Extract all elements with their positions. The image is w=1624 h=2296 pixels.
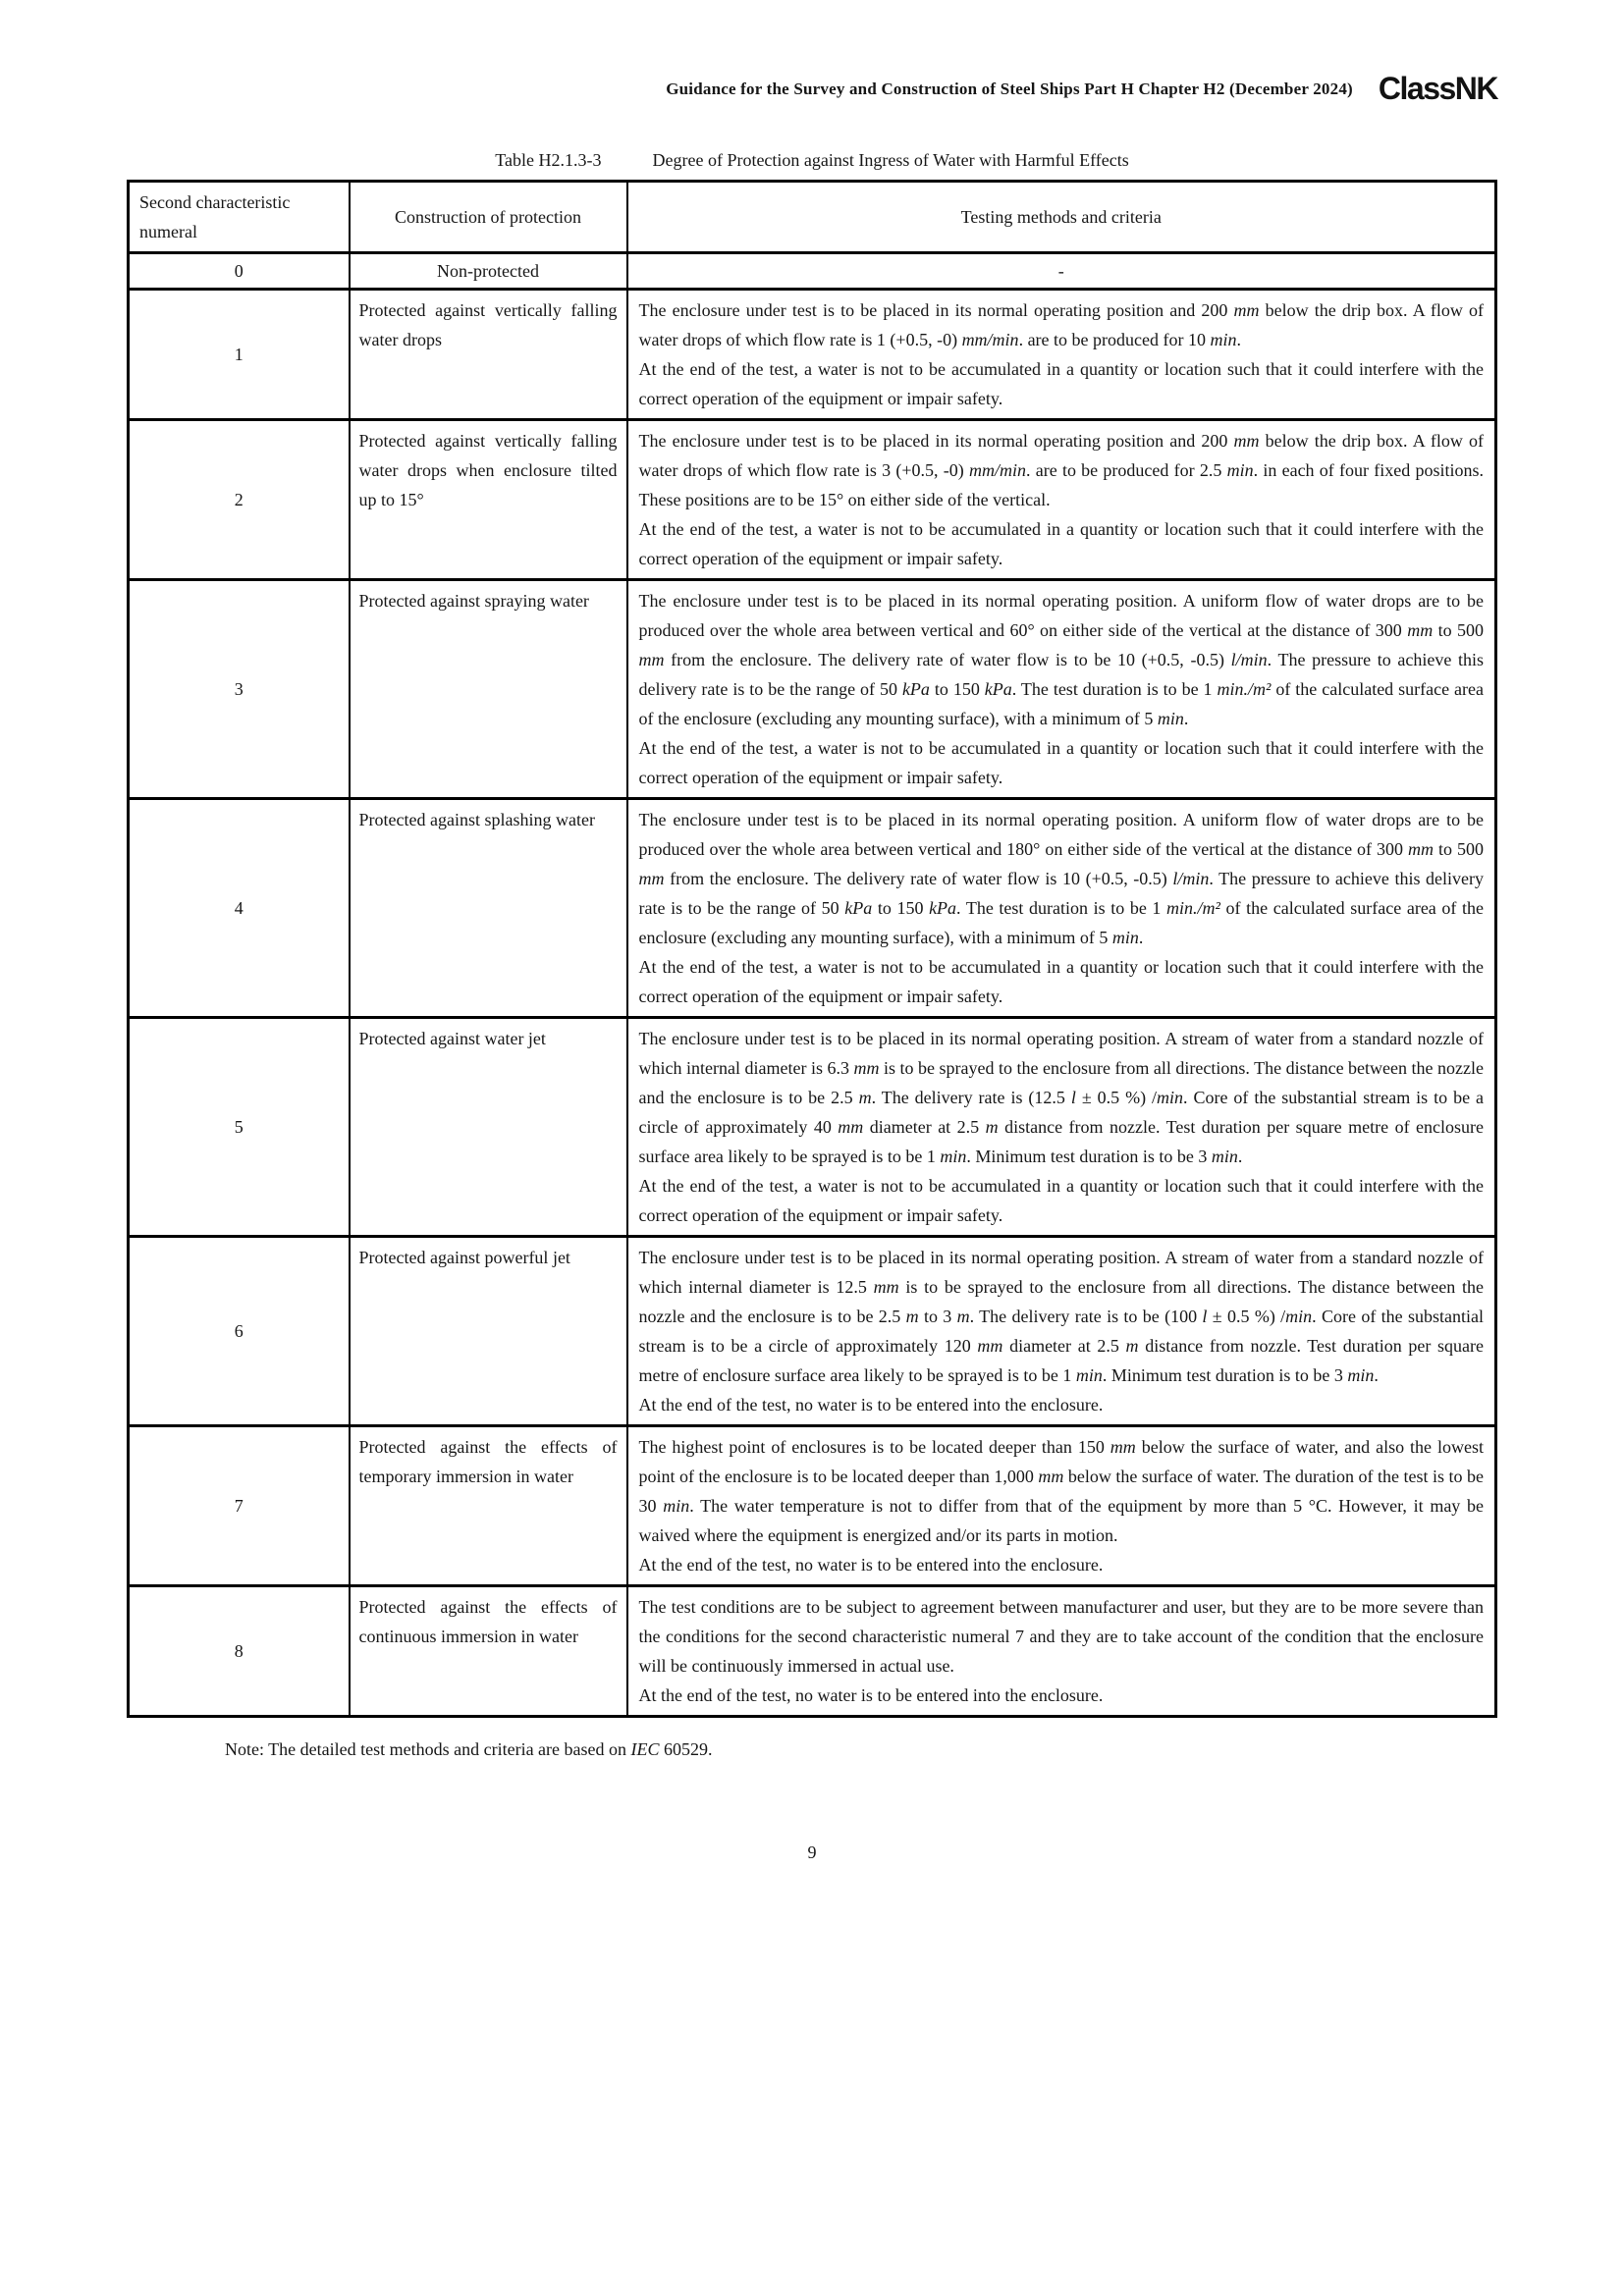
testing-paragraph: - — [1057, 261, 1064, 281]
numeral-cell: 7 — [129, 1426, 350, 1586]
construction-cell: Protected against vertically falling water drops when enclosure tilted up to 15° — [350, 420, 627, 580]
construction-cell: Protected against splashing water — [350, 799, 627, 1018]
construction-cell: Protected against powerful jet — [350, 1237, 627, 1426]
construction-cell: Protected against vertically falling water drops — [350, 290, 627, 420]
table-header-row — [129, 182, 1496, 253]
numeral-cell: 0 — [129, 253, 350, 290]
numeral-cell: 6 — [129, 1237, 350, 1426]
testing-paragraph: The enclosure under test is to be placed in its normal operating position. A uniform flow of water drops are to be produced over the whole area between vertical and 60° on either side of the vertical at the distance of 300 mm to 500 mm from the enclosure. The delivery rate of water flow is to be 10 (+0.5, -0.5) l/min. The pressure to achieve this delivery rate is to be the range of 50 kPa to 150 kPa. The test duration is to be 1 min./m² of the calculated surface area of the enclosure (excluding any mounting surface), with a minimum of 5 min. — [638, 591, 1485, 728]
table-row — [129, 1018, 1496, 1237]
testing-paragraph: The enclosure under test is to be placed in its normal operating position. A uniform flow of water drops are to be produced over the whole area between vertical and 180° on either side of the vertical at the distance of 300 mm to 500 mm from the enclosure. The delivery rate of water flow is 10 (+0.5, -0.5) l/min. The pressure to achieve this delivery rate is to be the range of 50 kPa to 150 kPa. The test duration is to be 1 min./m² of the calculated surface area of the enclosure (excluding any mounting surface), with a minimum of 5 min. — [638, 810, 1485, 947]
running-header-text: Guidance for the Survey and Construction of Steel Ships Part H Chapter H2 (December 2024) — [666, 79, 1353, 98]
numeral-cell: 2 — [129, 420, 350, 580]
testing-cell — [627, 290, 1496, 420]
protection-table — [127, 180, 1497, 1718]
construction-cell: Non-protected — [350, 253, 627, 290]
testing-cell — [627, 1426, 1496, 1586]
testing-paragraph: The enclosure under test is to be placed in its normal operating position and 200 mm below the drip box. A flow of water drops of which flow rate is 3 (+0.5, -0) mm/min. are to be produced for 2.5 min. in each of four fixed positions. These positions are to be 15° on either side of the vertical. — [638, 431, 1485, 509]
numeral-cell: 4 — [129, 799, 350, 1018]
classnk-logo: ClassNK — [1378, 71, 1497, 106]
construction-cell: Protected against the effects of continuous immersion in water — [350, 1586, 627, 1717]
table-caption-label: Table H2.1.3-3 — [495, 150, 602, 170]
testing-paragraph: The highest point of enclosures is to be located deeper than 150 mm below the surface of water, and also the lowest point of the enclosure is to be located deeper than 1,000 mm below the surface of water. The duration of the test is to be 30 min. The water temperature is not to differ from that of the equipment by more than 5 °C. However, it may be waived where the equipment is energized and/or its parts in motion. — [638, 1437, 1485, 1545]
table-caption-title: Degree of Protection against Ingress of Water with Harmful Effects — [652, 150, 1129, 170]
header-testing-methods-and-criteria: Testing methods and criteria — [627, 182, 1496, 253]
table-row — [129, 799, 1496, 1018]
table-row — [129, 290, 1496, 420]
testing-paragraph: The enclosure under test is to be placed in its normal operating position and 200 mm below the drip box. A flow of water drops of which flow rate is 1 (+0.5, -0) mm/min. are to be produced for 10 min. — [638, 300, 1484, 349]
page-header — [127, 0, 1497, 107]
testing-paragraph: At the end of the test, a water is not to be accumulated in a quantity or location such that it could interfere with the correct operation of the equipment or impair safety. — [638, 519, 1484, 568]
table-caption — [127, 150, 1497, 171]
testing-paragraph: At the end of the test, no water is to be entered into the enclosure. — [638, 1555, 1104, 1575]
table-row — [129, 253, 1496, 290]
table-note: Note: The detailed test methods and criteria are based on IEC 60529. — [225, 1739, 713, 1759]
testing-paragraph: At the end of the test, a water is not to be accumulated in a quantity or location such that it could interfere with the correct operation of the equipment or impair safety. — [638, 1176, 1484, 1225]
construction-cell: Protected against the effects of temporary immersion in water — [350, 1426, 627, 1586]
numeral-cell: 3 — [129, 580, 350, 799]
table-body — [129, 253, 1496, 1717]
construction-cell: Protected against spraying water — [350, 580, 627, 799]
table-row — [129, 580, 1496, 799]
page-number: 9 — [807, 1842, 817, 1862]
testing-paragraph: The enclosure under test is to be placed in its normal operating position. A stream of water from a standard nozzle of which internal diameter is 12.5 mm is to be sprayed to the enclosure from all directions. The distance between the nozzle and the enclosure is to be 2.5 m to 3 m. The delivery rate is to be (100 l ± 0.5 %) /min. Core of the substantial stream is to be a circle of approximately 120 mm diameter at 2.5 m distance from nozzle. Test duration per square metre of enclosure surface area likely to be sprayed is to be 1 min. Minimum test duration is to be 3 min. — [638, 1248, 1484, 1385]
testing-paragraph: The enclosure under test is to be placed in its normal operating position. A stream of water from a standard nozzle of which internal diameter is 6.3 mm is to be sprayed to the enclosure from all directions. The distance between the nozzle and the enclosure is to be 2.5 m. The delivery rate is (12.5 l ± 0.5 %) /min. Core of the substantial stream is to be a circle of approximately 40 mm diameter at 2.5 m distance from nozzle. Test duration per square metre of enclosure surface area likely to be sprayed is to be 1 min. Minimum test duration is to be 3 min. — [638, 1029, 1484, 1166]
numeral-cell: 1 — [129, 290, 350, 420]
testing-paragraph: At the end of the test, a water is not to be accumulated in a quantity or location such that it could interfere with the correct operation of the equipment or impair safety. — [638, 738, 1484, 787]
numeral-cell: 5 — [129, 1018, 350, 1237]
table-row — [129, 1426, 1496, 1586]
testing-paragraph: The test conditions are to be subject to agreement between manufacturer and user, but they are to be more severe than the conditions for the second characteristic numeral 7 and they are to take account of the condition that the enclosure will be continuously immersed in actual use. — [638, 1597, 1484, 1676]
testing-paragraph: At the end of the test, no water is to be entered into the enclosure. — [638, 1395, 1104, 1415]
page-content — [127, 0, 1497, 1863]
numeral-cell: 8 — [129, 1586, 350, 1717]
testing-cell — [627, 1237, 1496, 1426]
testing-cell — [627, 799, 1496, 1018]
testing-cell — [627, 580, 1496, 799]
table-row — [129, 1586, 1496, 1717]
testing-paragraph: At the end of the test, no water is to be entered into the enclosure. — [638, 1685, 1104, 1705]
testing-cell — [627, 420, 1496, 580]
testing-cell — [627, 1018, 1496, 1237]
testing-cell — [627, 1586, 1496, 1717]
testing-paragraph: At the end of the test, a water is not to be accumulated in a quantity or location such that it could interfere with the correct operation of the equipment or impair safety. — [638, 957, 1484, 1006]
table-row — [129, 1237, 1496, 1426]
testing-paragraph: At the end of the test, a water is not to be accumulated in a quantity or location such that it could interfere with the correct operation of the equipment or impair safety. — [638, 359, 1484, 408]
table-row — [129, 420, 1496, 580]
testing-cell — [627, 253, 1496, 290]
header-construction-of-protection: Construction of protection — [350, 182, 627, 253]
header-second-characteristic-numeral: Second characteristic numeral — [129, 182, 350, 253]
construction-cell: Protected against water jet — [350, 1018, 627, 1237]
